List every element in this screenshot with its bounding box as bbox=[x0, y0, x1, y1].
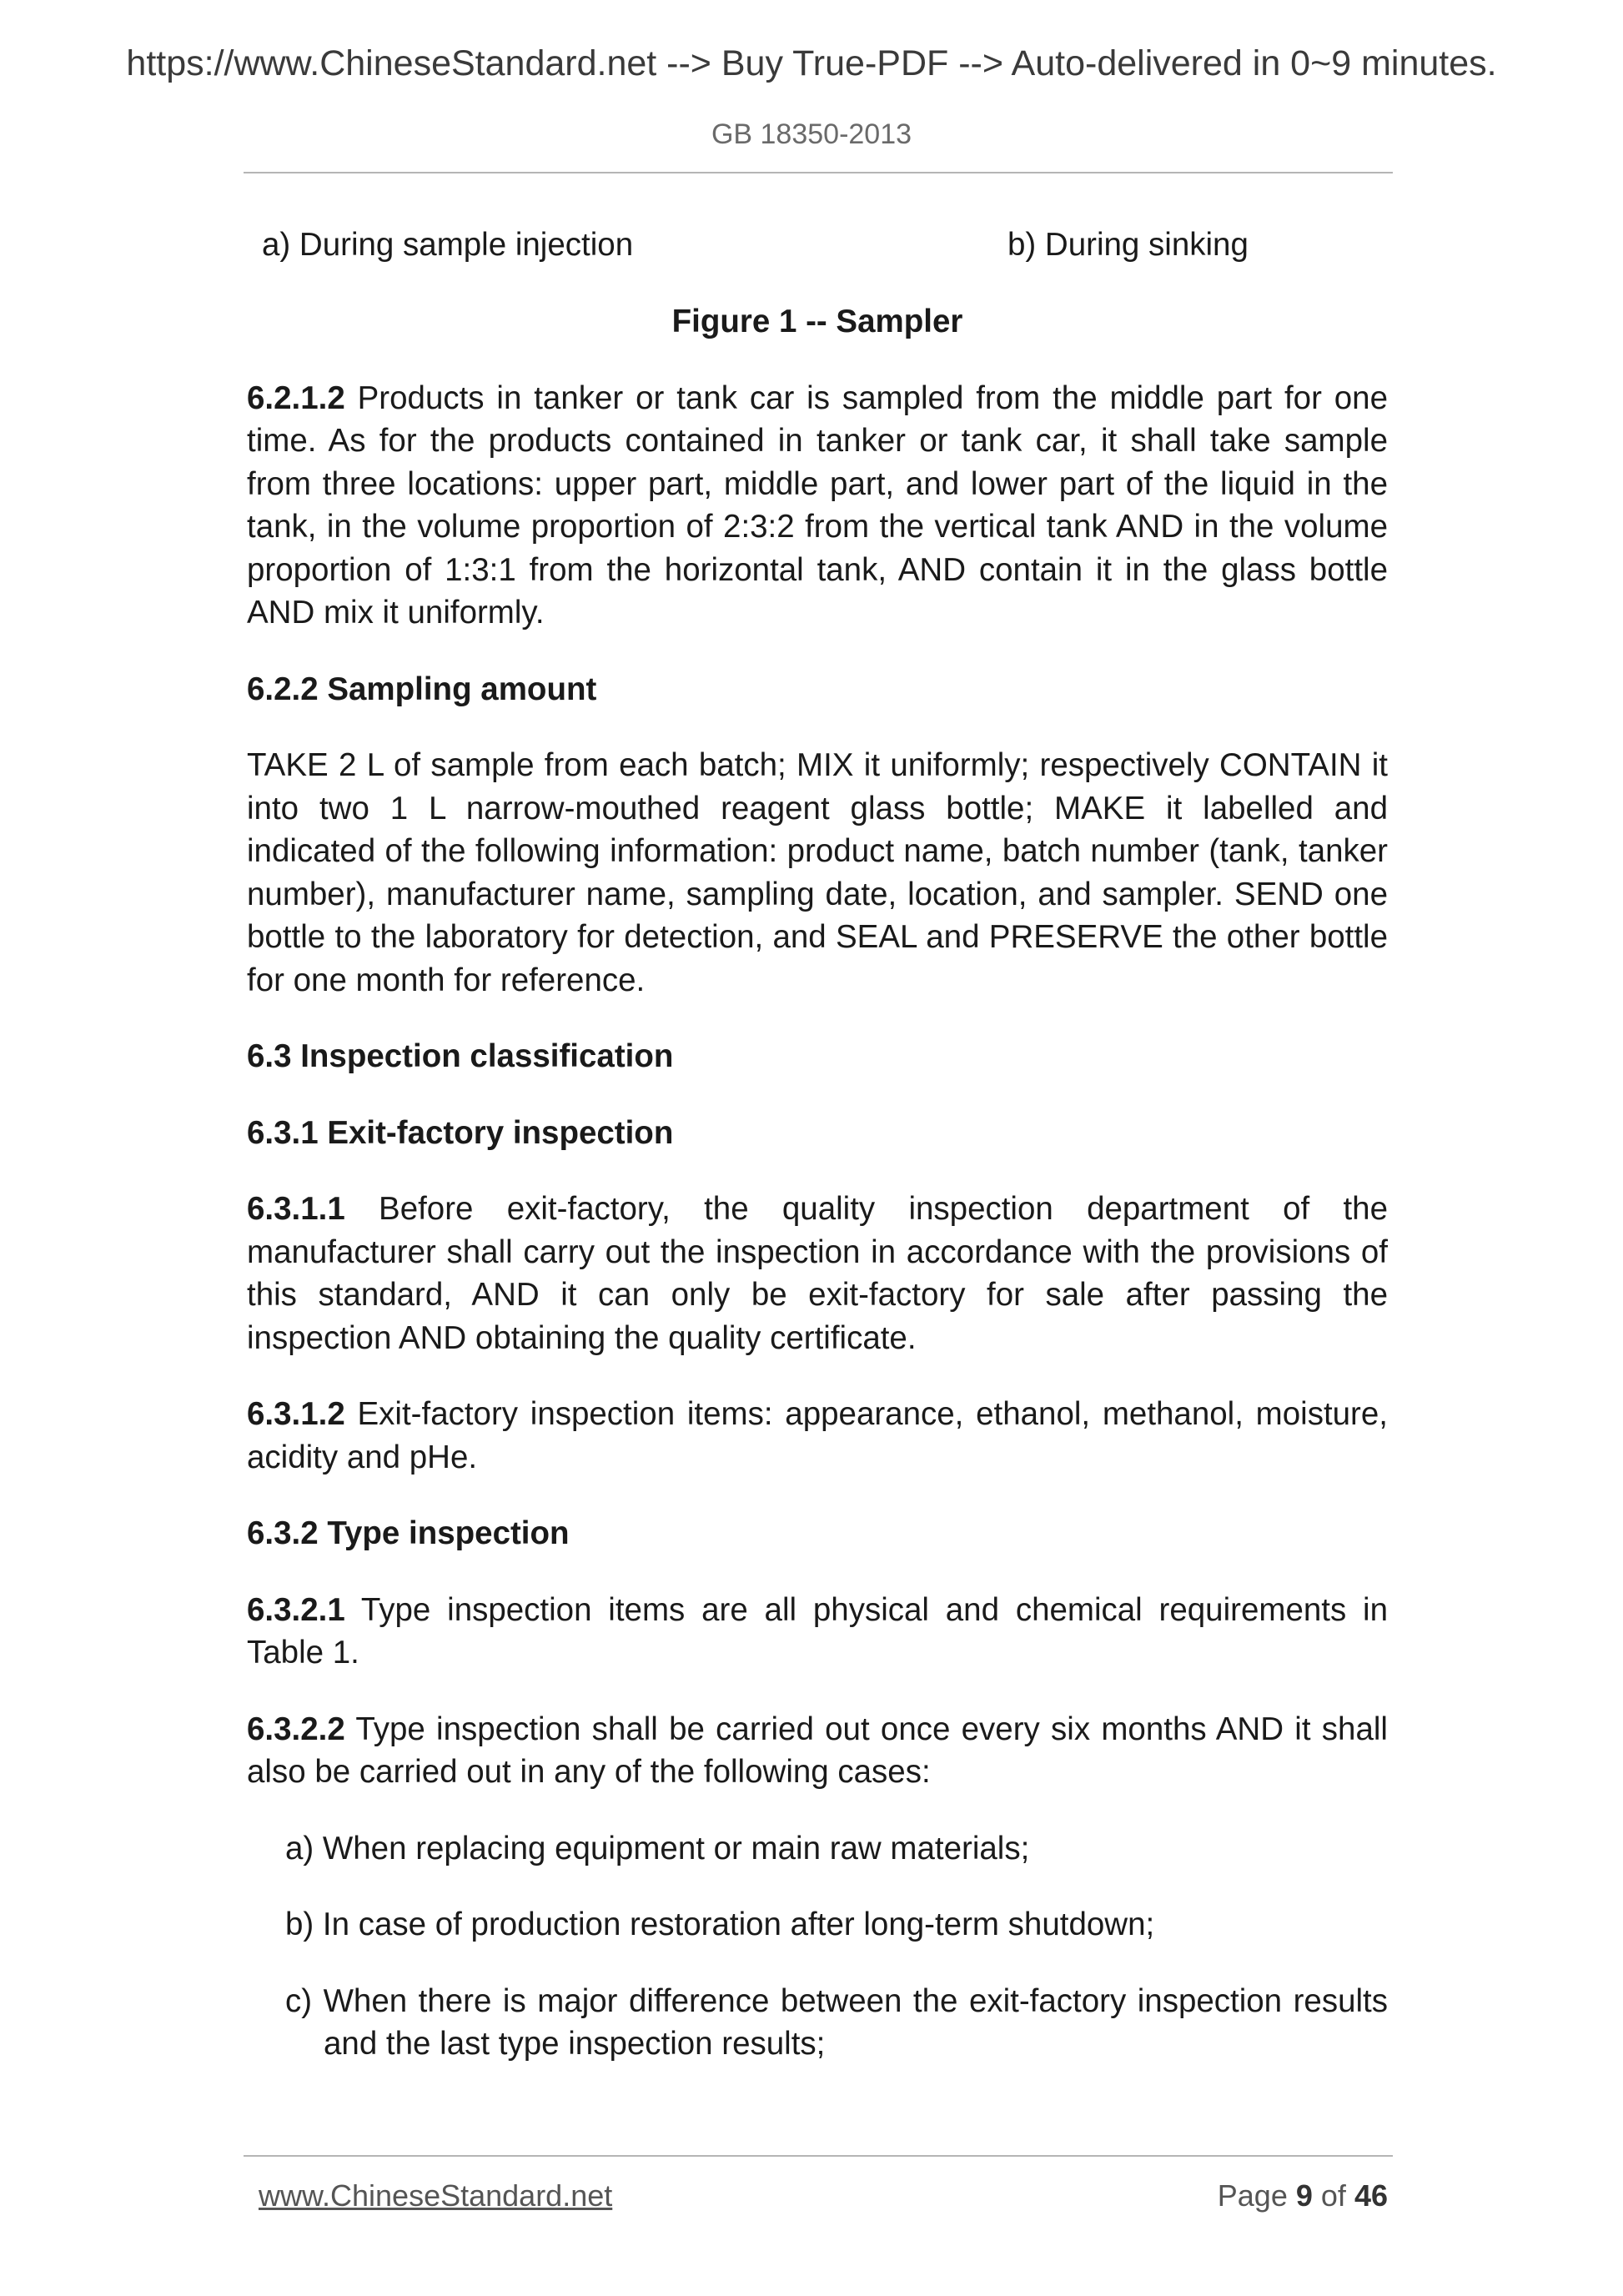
paragraph-6-3-2-2 bbox=[247, 1708, 1388, 1794]
clause-number: 6.3.1.1 bbox=[247, 1191, 345, 1227]
heading-6-3-1: 6.3.1 Exit-factory inspection bbox=[247, 1114, 674, 1151]
page-label: Page bbox=[1217, 2178, 1288, 2213]
page-total: 46 bbox=[1354, 2178, 1388, 2213]
heading-6-2-2: 6.2.2 Sampling amount bbox=[247, 671, 597, 707]
list-item: c) When there is major difference between the exit-factory inspection results and the last type inspection results; bbox=[285, 1982, 1388, 2062]
list-item: b) In case of production restoration after long-term shutdown; bbox=[285, 1907, 1155, 1942]
clause-text: Type inspection shall be carried out once every six months AND it shall also be carried out in any of the following cases: bbox=[247, 1711, 1388, 1790]
list-item: a) When replacing equipment or main raw materials; bbox=[285, 1830, 1030, 1866]
clause-text: Products in tanker or tank car is sampled from the middle part for one time. As for the products contained in tanker or tank car, it shall take sample from three locations: upper part, middle part, and lower part of the liquid in the tank, in the volume proportion of 2:3:2 from the vertical tank AND in the volume proportion of 1:3:1 from the horizontal tank, AND contain it in the glass bottle AND mix it uniformly. bbox=[247, 379, 1388, 631]
clause-text: Exit-factory inspection items: appearance, ethanol, methanol, moisture, acidity and pHe. bbox=[247, 1396, 1388, 1475]
paragraph-6-3-2-1 bbox=[247, 1589, 1388, 1675]
page-number: 9 bbox=[1295, 2178, 1313, 2213]
clause-text: Type inspection items are all physical and chemical requirements in Table 1. bbox=[247, 1591, 1388, 1671]
source-banner: https://www.ChineseStandard.net --> Buy True-PDF --> Auto-delivered in 0~9 minutes. bbox=[126, 43, 1497, 83]
of-label: of bbox=[1320, 2178, 1346, 2213]
heading-6-3: 6.3 Inspection classification bbox=[247, 1038, 674, 1074]
paragraph-6-2-1-2 bbox=[247, 377, 1388, 635]
clause-number: 6.3.1.2 bbox=[247, 1396, 345, 1432]
footer-divider bbox=[244, 2155, 1393, 2157]
figure-captions bbox=[247, 224, 1388, 270]
caption-a: a) During sample injection bbox=[262, 227, 634, 263]
heading-6-3-2: 6.3.2 Type inspection bbox=[247, 1515, 570, 1551]
clause-text: Before exit-factory, the quality inspection department of the manufacturer shall carry out the inspection in accordance with the provisions of this standard, AND it can only be exit-factory for sale after passing the inspection AND obtaining the quality certificate. bbox=[247, 1191, 1388, 1356]
paragraph-6-3-1-1 bbox=[247, 1188, 1388, 1359]
header-divider bbox=[244, 172, 1393, 173]
paragraph-6-3-1-2 bbox=[247, 1393, 1388, 1479]
clause-number: 6.2.1.2 bbox=[247, 379, 345, 416]
clause-number: 6.3.2.1 bbox=[247, 1591, 345, 1628]
document-code: GB 18350-2013 bbox=[711, 118, 912, 150]
page-indicator bbox=[1218, 2178, 1388, 2213]
figure-title: Figure 1 -- Sampler bbox=[671, 304, 963, 339]
footer-website-link[interactable]: www.ChineseStandard.net bbox=[259, 2178, 613, 2213]
clause-number: 6.3.2.2 bbox=[247, 1711, 345, 1747]
paragraph-6-2-2: TAKE 2 L of sample from each batch; MIX it uniformly; respectively CONTAIN it into two 1 L narrow-mouthed reagent glass bottle; MAKE it labelled and indicated of the following information: product name, batch number (tank, tanker number), manufacturer name, sampling date, location, and sampler. SEND one bottle to the laboratory for detection, and SEAL and PRESERVE the other bottle for one month for reference. bbox=[247, 747, 1388, 998]
caption-b: b) During sinking bbox=[1007, 227, 1249, 263]
page-body bbox=[247, 208, 1388, 2066]
